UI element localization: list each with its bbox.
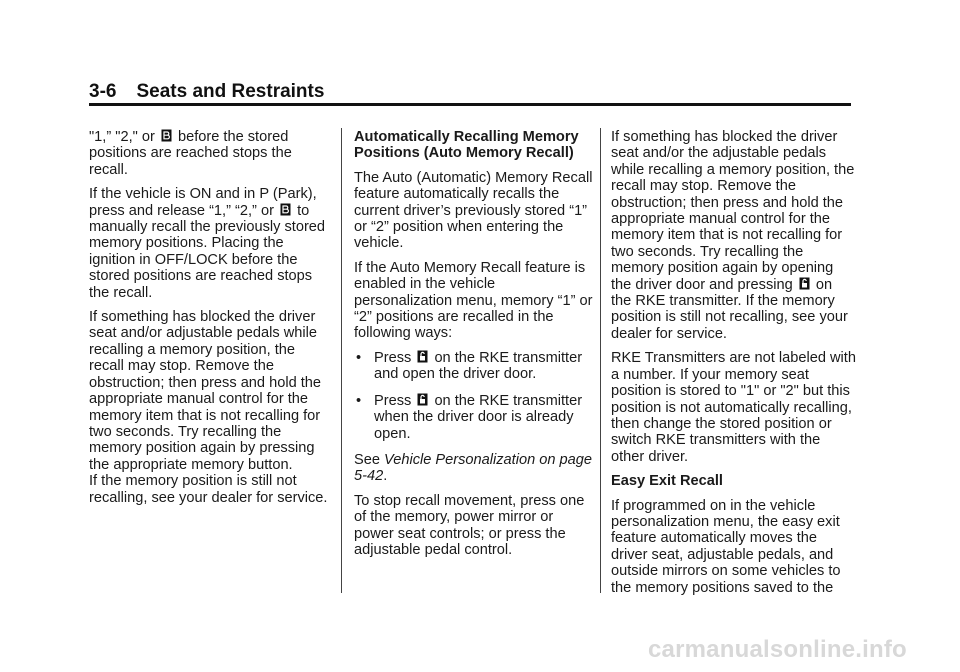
paragraph: See Vehicle Personalization on page 5-42.	[354, 451, 592, 485]
paragraph: If the memory position is still not recalling, see your dealer for service.	[89, 473, 328, 506]
paragraph: To stop recall movement, press one of the memory, power mirror or power seat controls; or press the adjustable pedal control.	[354, 492, 585, 558]
rke-unlock-icon	[417, 393, 428, 406]
list-item: • Press on the RKE transmitter when the driver door is already open.	[356, 392, 583, 442]
paragraph: If the Auto Memory Recall feature is enabled in the vehicle personalization menu, memory “1” or “2” positions are recalled in the following ways:	[354, 259, 593, 342]
paragraph: The Auto (Automatic) Memory Recall feature automatically recalls the current driver’s previously stored “1” or “2” position when entering the vehicle.	[354, 169, 593, 252]
paragraph: If the vehicle is ON and in P (Park), press and release “1,” “2,” or to manually recall the previously stored memory positions. Placing the ignition in OFF/LOCK before the stored positions are reached stops the recall.	[89, 186, 326, 301]
memory-b-icon	[280, 203, 291, 216]
rke-unlock-icon	[417, 350, 428, 363]
paragraph: RKE Transmitters are not labeled with a number. If your memory seat position is stored to "1" or "2" but this position is not automatically recalling, then change the stored position or switch RKE transmitters with the other driver.	[611, 350, 856, 465]
rke-unlock-icon	[799, 277, 810, 290]
memory-b-icon	[161, 129, 172, 142]
subheading: Automatically Recalling Memory Positions (Auto Memory Recall)	[354, 129, 579, 162]
paragraph: "1,” "2," or before the stored positions are reached stops the recall.	[89, 129, 292, 178]
paragraph: If something has blocked the driver seat and/or adjustable pedals while recalling a memory position, the recall may stop. Remove the obstruction; then press and hold the appropriate manual control for the memory item that is not recalling for two seconds. Try recalling the memory position again by pressing the appropriate memory button.	[89, 309, 322, 473]
column-divider-1	[341, 128, 342, 593]
paragraph: If something has blocked the driver seat and/or the adjustable pedals while recalling a memory position, the recall may stop. Remove the obstruction; then press and hold the appropriate manual control for the memory item that is not recalling for two seconds. Try recalling the memory position again by opening the driver door and pressing on the RKE transmitter. If the memory position is still not recalling, see your dealer for service.	[611, 129, 855, 342]
section-title: Seats and Restraints	[136, 81, 325, 102]
page-header	[89, 81, 851, 103]
section-number: 3-6	[89, 81, 117, 102]
text-column-1	[89, 129, 329, 514]
watermark: carmanualsonline.info	[648, 636, 907, 663]
header-rule	[89, 103, 851, 106]
cross-reference: Vehicle Personalization on page 5-42	[354, 451, 592, 485]
paragraph: If programmed on in the vehicle personalization menu, the easy exit feature automatically moves the driver seat, adjustable pedals, and outside mirrors on some vehicles to the memory positions saved to the	[611, 497, 841, 596]
bullet-mark: •	[356, 349, 362, 366]
text-column-3	[611, 129, 856, 604]
list-item: • Press on the RKE transmitter and open the driver door.	[356, 349, 583, 383]
subheading: Easy Exit Recall	[611, 473, 723, 490]
text-column-2	[354, 129, 594, 566]
column-divider-2	[600, 128, 601, 593]
bullet-mark: •	[356, 392, 362, 409]
